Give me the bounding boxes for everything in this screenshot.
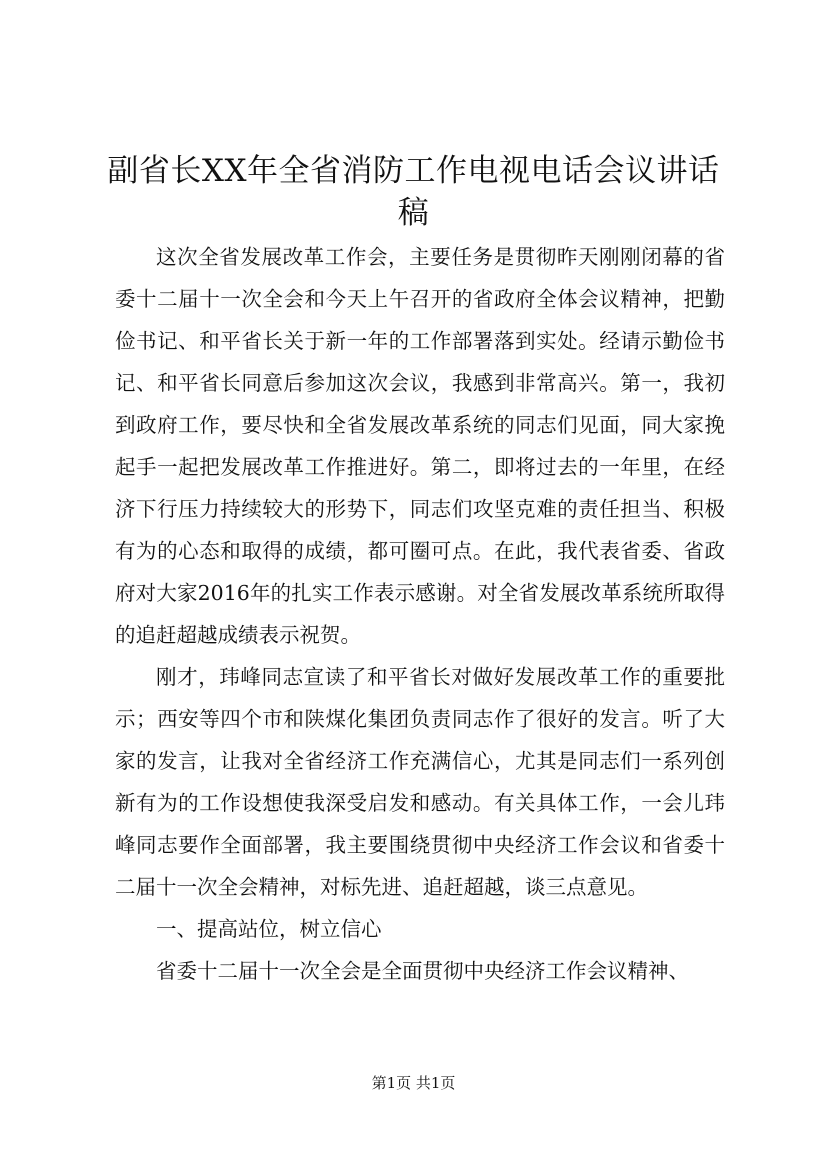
- paragraph: 刚才，玮峰同志宣读了和平省长对做好发展改革工作的重要批示；西安等四个市和陕煤化集团负责同志作了很好的发言。听了大家的发言，让我对全省经济工作充满信心，尤其是同志们一系列创新有为的工作设想使我深受启发和感动。有关具体工作，一会儿玮峰同志要作全面部署，我主要围绕贯彻中央经济工作会议和省委十二届十一次全会精神，对标先进、追赶超越，谈三点意见。: [115, 665, 725, 899]
- section-heading: 一、提高站位，树立信心: [156, 917, 382, 941]
- paragraph: 省委十二届十一次全会是全面贯彻中央经济工作会议精神、: [156, 959, 689, 983]
- document-body: [115, 236, 725, 992]
- page-footer: 第1页 共1页: [371, 1074, 456, 1092]
- document-title: 副省长XX年全省消防工作电视电话会议讲话稿: [107, 153, 720, 231]
- paragraph: 这次全省发展改革工作会，主要任务是贯彻昨天刚刚闭幕的省委十二届十一次全会和今天上午召开的省政府全体会议精神，把勤俭书记、和平省长关于新一年的工作部署落到实处。经请示勤俭书记、和平省长同意后参加这次会议，我感到非常高兴。第一，我初到政府工作，要尽快和全省发展改革系统的同志们见面，同大家挽起手一起把发展改革工作推进好。第二，即将过去的一年里，在经济下行压力持续较大的形势下，同志们攻坚克难的责任担当、积极有为的心态和取得的成绩，都可圈可点。在此，我代表省委、省政府对大家2016年的扎实工作表示感谢。对全省发展改革系统所取得的追赶超越成绩表示祝贺。: [115, 245, 725, 647]
